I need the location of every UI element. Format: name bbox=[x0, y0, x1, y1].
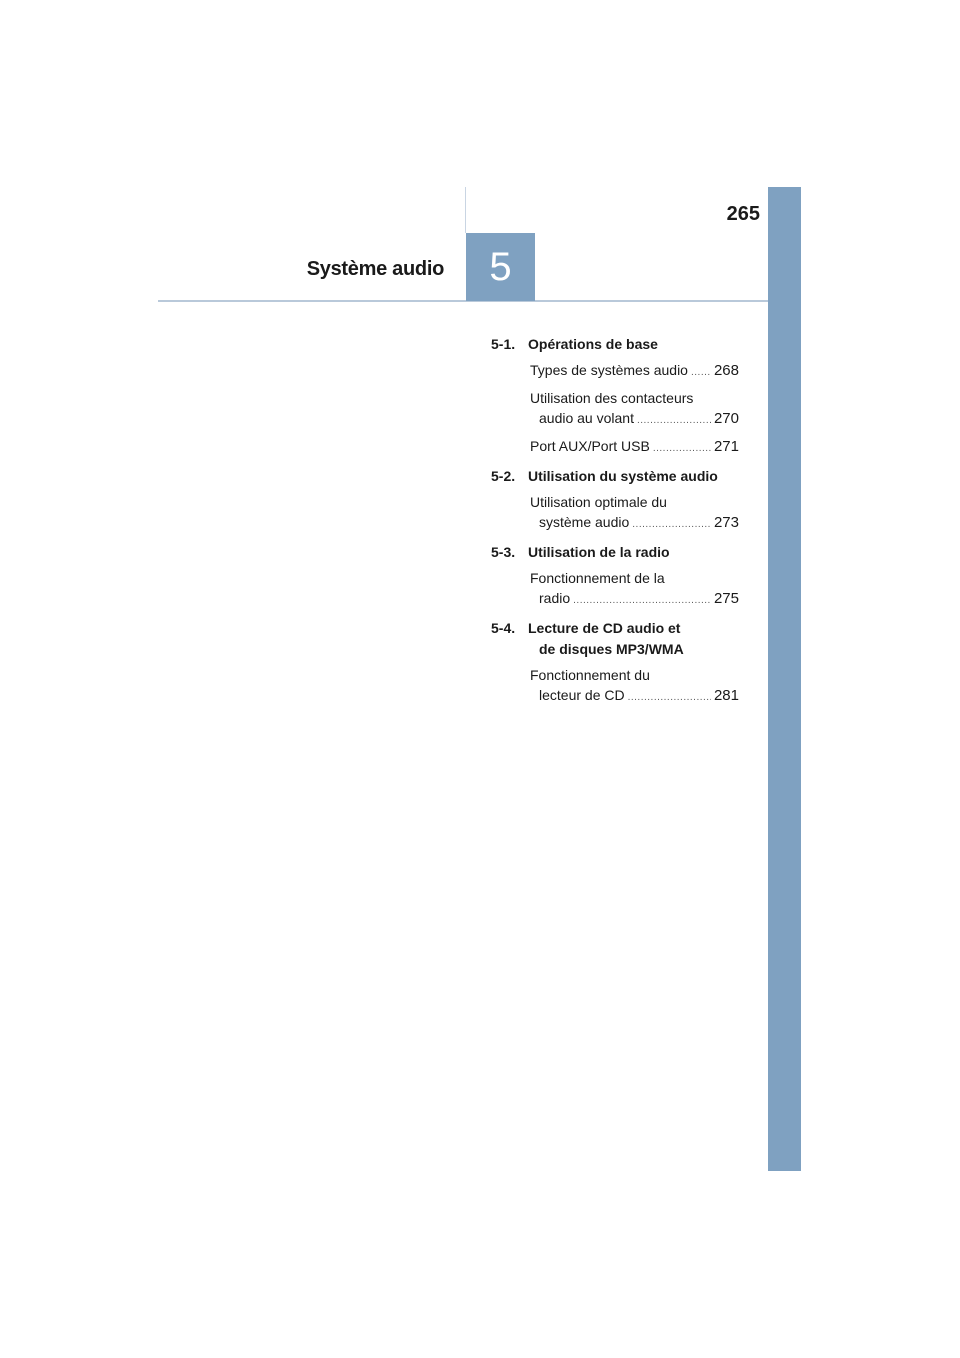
section-title-line: de disques MP3/WMA bbox=[539, 641, 684, 657]
entry-page: 275 bbox=[713, 590, 739, 607]
section-title-line: Lecture de CD audio et bbox=[528, 620, 681, 636]
entry-title: Fonctionnement du bbox=[530, 667, 650, 683]
toc-entry[interactable] bbox=[530, 388, 739, 431]
section-title bbox=[528, 618, 739, 660]
section-title: Utilisation de la radio bbox=[528, 544, 670, 560]
entry-page: 268 bbox=[713, 362, 739, 379]
toc-section-5-2[interactable] bbox=[491, 466, 739, 487]
table-of-contents bbox=[491, 334, 739, 708]
dot-leader bbox=[637, 411, 711, 431]
toc-entry[interactable] bbox=[530, 492, 739, 535]
side-tab bbox=[768, 187, 801, 1171]
toc-entry[interactable] bbox=[530, 665, 739, 708]
dot-leader bbox=[628, 688, 711, 708]
dot-leader bbox=[653, 439, 711, 459]
entry-page: 271 bbox=[713, 438, 739, 455]
entry-title: Types de systèmes audio bbox=[530, 362, 688, 378]
toc-section-5-1[interactable] bbox=[491, 334, 739, 355]
toc-entry[interactable] bbox=[530, 360, 739, 383]
dot-leader bbox=[691, 363, 711, 383]
toc-entry[interactable] bbox=[530, 568, 739, 611]
section-title: Opérations de base bbox=[528, 336, 658, 352]
entry-title: Port AUX/Port USB bbox=[530, 438, 650, 454]
toc-entry[interactable] bbox=[530, 436, 739, 459]
section-number: 5-1. bbox=[491, 336, 516, 352]
header-divider bbox=[465, 187, 466, 233]
entry-page: 270 bbox=[713, 410, 739, 427]
entry-title-cont: audio au volant bbox=[539, 410, 634, 426]
section-title: Utilisation du système audio bbox=[528, 468, 718, 484]
dot-leader bbox=[573, 591, 711, 611]
section-number: 5-3. bbox=[491, 544, 516, 560]
section-number: 5-2. bbox=[491, 468, 516, 484]
chapter-title: Système audio bbox=[306, 258, 444, 280]
toc-section-5-4[interactable] bbox=[491, 618, 739, 660]
dot-leader bbox=[632, 515, 711, 535]
entry-title: Utilisation optimale du bbox=[530, 494, 667, 510]
entry-title: Utilisation des contacteurs bbox=[530, 390, 694, 406]
entry-title: Fonctionnement de la bbox=[530, 570, 665, 586]
page-number: 265 bbox=[726, 203, 760, 225]
entry-title-cont: système audio bbox=[539, 514, 630, 530]
entry-page: 273 bbox=[713, 514, 739, 531]
entry-title-cont: radio bbox=[539, 590, 571, 606]
header-rule bbox=[158, 300, 768, 302]
entry-title-cont: lecteur de CD bbox=[539, 687, 625, 703]
chapter-number: 5 bbox=[466, 233, 535, 301]
toc-section-5-3[interactable] bbox=[491, 542, 739, 563]
entry-page: 281 bbox=[713, 687, 739, 704]
section-number: 5-4. bbox=[491, 620, 516, 636]
